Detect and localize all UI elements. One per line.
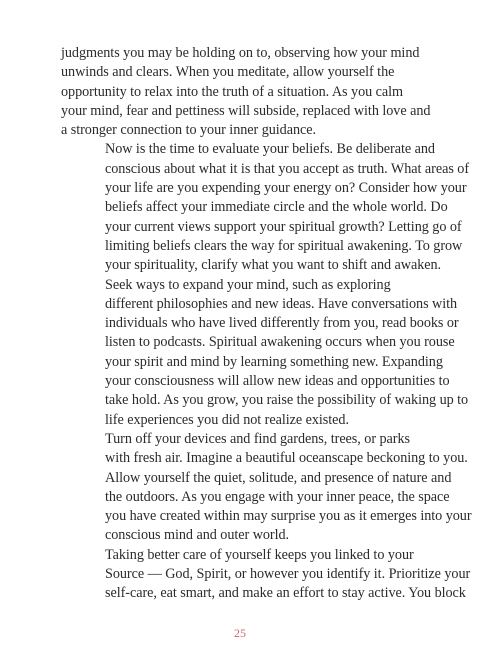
- text-line: Seek ways to expand your mind, such as exploring: [105, 276, 391, 293]
- text-line: different philosophies and new ideas. Have conversations with: [105, 295, 458, 312]
- text-line: limiting beliefs clears the way for spiritual awakening. To grow: [105, 237, 463, 254]
- paragraph-2: [61, 140, 470, 275]
- text-line: you have created within may surprise you as it emerges into your: [105, 508, 472, 525]
- text-line: Turn off your devices and find gardens, trees, or parks: [105, 430, 410, 447]
- paragraph-5: [61, 546, 471, 604]
- text-line: a stronger connection to your inner guidance.: [61, 122, 317, 139]
- text-line: conscious about what it is that you accept as truth. What areas of: [105, 160, 470, 177]
- paragraph-3: [61, 276, 469, 430]
- text-line: the outdoors. As you engage with your inner peace, the space: [105, 488, 450, 505]
- text-line: individuals who have lived differently from you, read books or: [105, 315, 459, 332]
- body-text: [61, 44, 472, 604]
- text-line: your mind, fear and pettiness will subside, replaced with love and: [61, 102, 431, 119]
- text-line: Now is the time to evaluate your beliefs. Be deliberate and: [105, 141, 435, 158]
- text-line: Taking better care of yourself keeps you linked to your: [105, 546, 414, 563]
- page-number: 25: [234, 626, 246, 640]
- text-line: beliefs affect your immediate circle and the whole world. Do: [105, 199, 448, 216]
- text-line: conscious mind and outer world.: [105, 527, 290, 544]
- text-line: life experiences you did not realize existed.: [105, 411, 349, 428]
- text-line: listen to podcasts. Spiritual awakening occurs when you rouse: [105, 334, 455, 351]
- text-line: opportunity to relax into the truth of a situation. As you calm: [61, 83, 404, 100]
- text-line: Source — God, Spirit, or however you identify it. Prioritize your: [105, 566, 471, 583]
- text-line: your life are you expending your energy on? Consider how your: [105, 180, 467, 197]
- text-line: unwinds and clears. When you meditate, allow yourself the: [61, 64, 395, 81]
- text-line: with fresh air. Imagine a beautiful oceanscape beckoning to you.: [105, 450, 468, 467]
- text-line: Allow yourself the quiet, solitude, and presence of nature and: [105, 469, 452, 486]
- text-line: take hold. As you grow, you raise the possibility of waking up to: [105, 392, 469, 409]
- text-line: your spirituality, clarify what you want to shift and awaken.: [105, 257, 442, 274]
- text-line: your consciousness will allow new ideas and opportunities to: [105, 373, 450, 390]
- text-line: self-care, eat smart, and make an effort to stay active. You block: [105, 585, 466, 602]
- text-line: judgments you may be holding on to, observing how your mind: [61, 45, 420, 61]
- paragraph-1: [61, 44, 431, 140]
- text-line: your current views support your spiritual growth? Letting go of: [105, 218, 462, 235]
- paragraph-4: [61, 430, 472, 546]
- text-line: your spirit and mind by learning something new. Expanding: [105, 353, 443, 370]
